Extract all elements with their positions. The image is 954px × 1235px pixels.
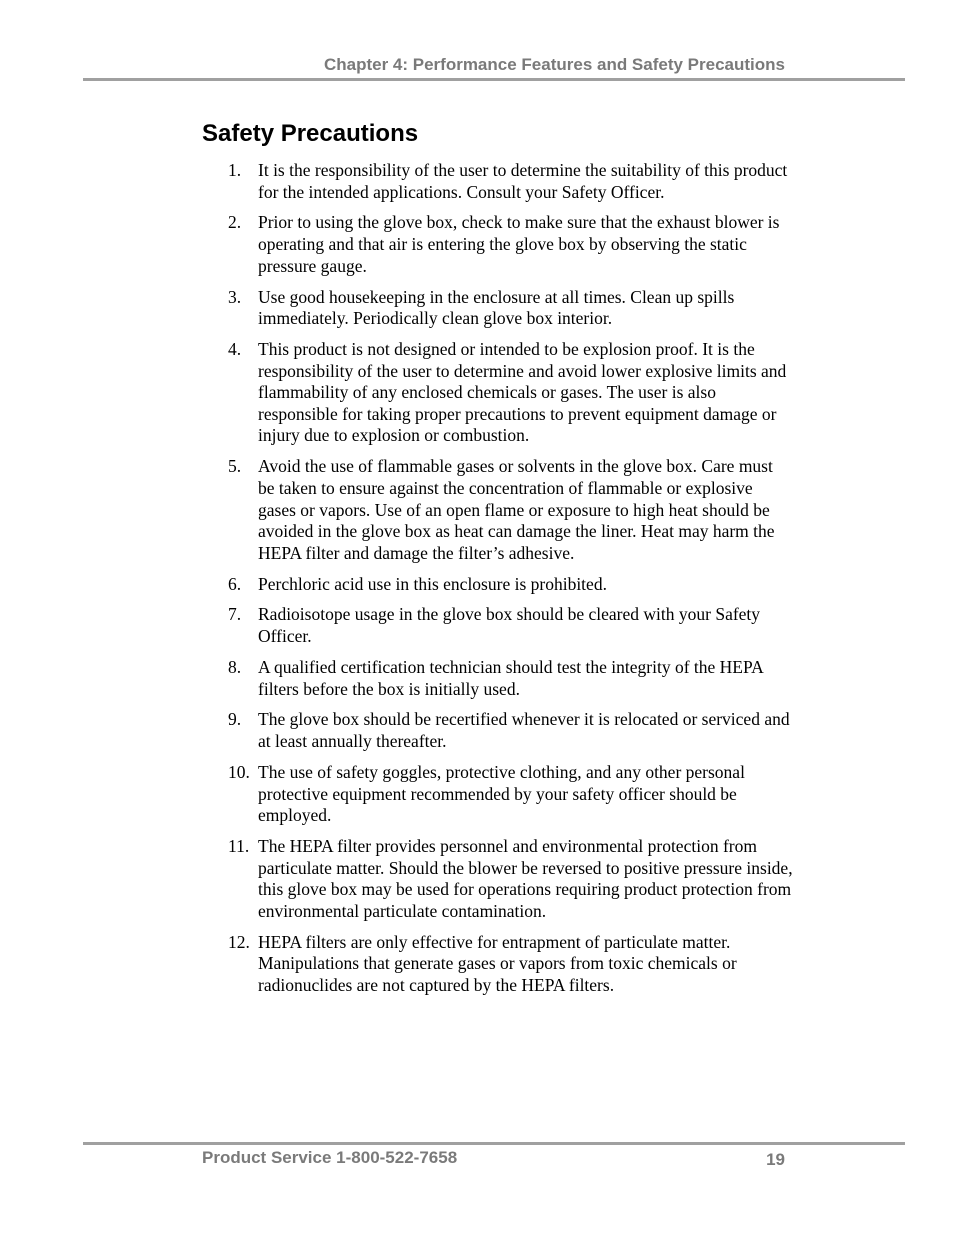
list-item-number: 7. xyxy=(228,604,242,625)
list-item xyxy=(228,604,793,647)
list-item xyxy=(228,456,793,564)
list-item-text: This product is not designed or intended to be explosion proof. It is the responsibility of the user to determine and avoid lower explosive limits and flammability of any enclosed chemicals or gases. The user is also responsible for taking proper precautions to prevent equipment damage or injury due to explosion or combustion. xyxy=(258,339,787,446)
list-item-text: It is the responsibility of the user to determine the suitability of this product for the intended applications. Consult your Safety Officer. xyxy=(258,160,788,202)
list-item xyxy=(228,657,793,700)
list-item-text: Perchloric acid use in this enclosure is prohibited. xyxy=(258,573,607,594)
precautions-list xyxy=(228,160,793,1006)
list-item xyxy=(228,287,793,330)
list-item-text: A qualified certification technician should test the integrity of the HEPA filters before the box is initially used. xyxy=(258,656,763,699)
list-item-text: The use of safety goggles, protective clothing, and any other personal protective equipment recommended by your safety officer should be employed. xyxy=(258,761,745,826)
section-title: Safety Precautions xyxy=(202,120,419,147)
list-item-number: 10. xyxy=(228,761,250,782)
footer-service-text: Product Service 1-800-522-7658 xyxy=(202,1148,458,1167)
list-item xyxy=(228,160,793,203)
list-item-number: 1. xyxy=(228,160,242,180)
list-item-number: 11. xyxy=(228,836,250,856)
list-item xyxy=(228,339,793,447)
list-item-number: 12. xyxy=(228,931,250,952)
list-item-number: 8. xyxy=(228,656,242,677)
list-item-number: 9. xyxy=(228,709,242,730)
list-item-number: 6. xyxy=(228,573,242,594)
list-item-number: 5. xyxy=(228,456,242,477)
list-item-text: Use good housekeeping in the enclosure at all times. Clean up spills immediately. Periodically clean glove box interior. xyxy=(258,286,735,329)
footer-rule xyxy=(83,1142,905,1145)
list-item-text: Prior to using the glove box, check to make sure that the exhaust blower is operating and that air is entering the glove box by observing the static pressure gauge. xyxy=(258,212,780,276)
list-item-number: 3. xyxy=(228,286,242,307)
page-number: 19 xyxy=(766,1150,785,1169)
list-item xyxy=(228,836,793,922)
list-item-number: 4. xyxy=(228,339,242,360)
list-item-text: Avoid the use of flammable gases or solvents in the glove box. Care must be taken to ensure against the concentration of flammable or explosive gases or vapors. Use of an open flame or exposure to high heat should be avoided in the glove box as heat can damage the liner. Heat may harm the HEPA filter and damage the filter’s adhesive. xyxy=(258,456,775,563)
list-item xyxy=(228,762,793,827)
header-rule xyxy=(83,78,905,81)
list-item-text: Radioisotope usage in the glove box should be cleared with your Safety Officer. xyxy=(258,604,761,647)
list-item xyxy=(228,212,793,277)
running-header: Chapter 4: Performance Features and Safety Precautions xyxy=(323,55,785,74)
list-item-text: HEPA filters are only effective for entrapment of particulate matter. Manipulations that generate gases or vapors from toxic chemicals or radionuclides are not captured by the HEPA filters. xyxy=(258,931,737,995)
list-item xyxy=(228,932,793,997)
list-item-text: The HEPA filter provides personnel and environmental protection from particulate matter. Should the blower be reversed to positive pressure inside, this glove box may be used for operations requiring product protection from environmental particulate contamination. xyxy=(258,836,793,921)
list-item-text: The glove box should be recertified whenever it is relocated or serviced and at least annually thereafter. xyxy=(258,709,790,752)
list-item xyxy=(228,574,793,596)
list-item xyxy=(228,709,793,752)
list-item-number: 2. xyxy=(228,212,242,233)
